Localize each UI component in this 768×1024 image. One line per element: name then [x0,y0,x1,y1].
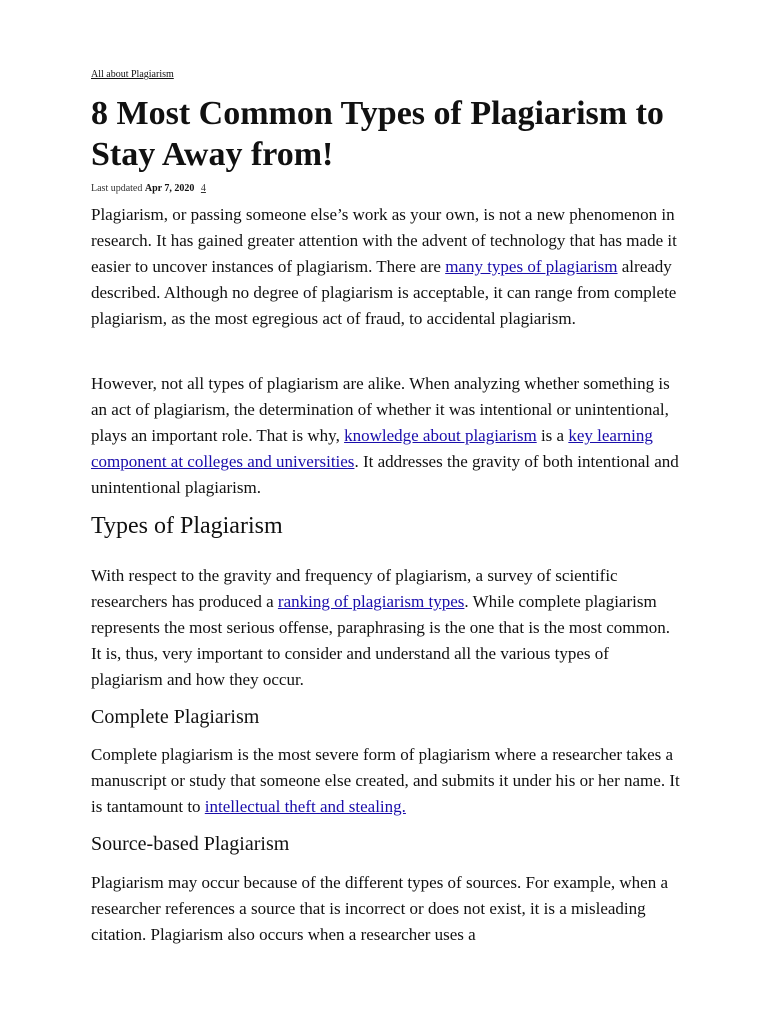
key-learning-component-link[interactable]: key learning component at colleges and universities [91,426,653,471]
complete-plagiarism-paragraph [91,742,681,820]
comment-count-link[interactable]: 4 [200,183,206,194]
source-based-paragraph [91,870,681,948]
many-types-link[interactable]: many types of plagiarism [445,257,618,276]
source-text-1: Plagiarism may occur because of the different types of sources. For example, when a researcher references a source that is incorrect or does not exist, it is a misleading citation. Plagiarism also occurs when a researcher uses a [91,873,669,944]
intro-text-1: Plagiarism, or passing someone else’s work as your own, is not a new phenomenon in research. It has gained greater attention with the advent of technology that has made it easier to uncover instances of plagiarism. There are [91,205,677,276]
breadcrumb[interactable]: All about Plagiarism [91,69,174,80]
intro-paragraph [91,202,681,332]
knowledge-about-plagiarism-link[interactable]: knowledge about plagiarism [344,426,537,445]
page-title: 8 Most Common Types of Plagiarism to Stay Away from! [91,95,664,173]
intellectual-theft-link[interactable]: intellectual theft and stealing. [204,797,406,816]
source-based-plagiarism-heading: Source-based Plagiarism [91,833,290,855]
intro-text-2: already described. Although no degree of plagiarism is acceptable, it can range from complete plagiarism, as the most egregious act of fraud, to accidental plagiarism. [91,257,677,328]
complete-text-1: Complete plagiarism is the most severe form of plagiarism where a researcher takes a manuscript or study that someone else created, and submits it under his or her name. It is tantamount to [91,745,680,816]
analysis-paragraph [91,371,681,501]
analysis-text-2: is a [536,426,569,445]
survey-text-2: . While complete plagiarism represents the most serious offense, paraphrasing is the one that is the most common. It is, thus, very important to consider and understand all the various types of plagiarism and how they occur. [91,592,670,689]
survey-paragraph [91,563,681,693]
ranking-link[interactable]: ranking of plagiarism types [277,592,465,611]
analysis-text-3: . It addresses the gravity of both intentional and unintentional plagiarism. [91,452,679,497]
last-updated-date: Apr 7, 2020 [144,183,195,194]
article-meta [91,183,206,194]
analysis-text-1: However, not all types of plagiarism are alike. When analyzing whether something is an act of plagiarism, the determination of whether it was intentional or unintentional, plays an important role. That is why, [91,374,670,445]
types-heading: Types of Plagiarism [91,513,283,539]
survey-text-1: With respect to the gravity and frequency of plagiarism, a survey of scientific researchers has produced a [91,566,618,611]
last-updated-label: Last updated [91,183,143,194]
complete-plagiarism-heading: Complete Plagiarism [91,706,260,728]
